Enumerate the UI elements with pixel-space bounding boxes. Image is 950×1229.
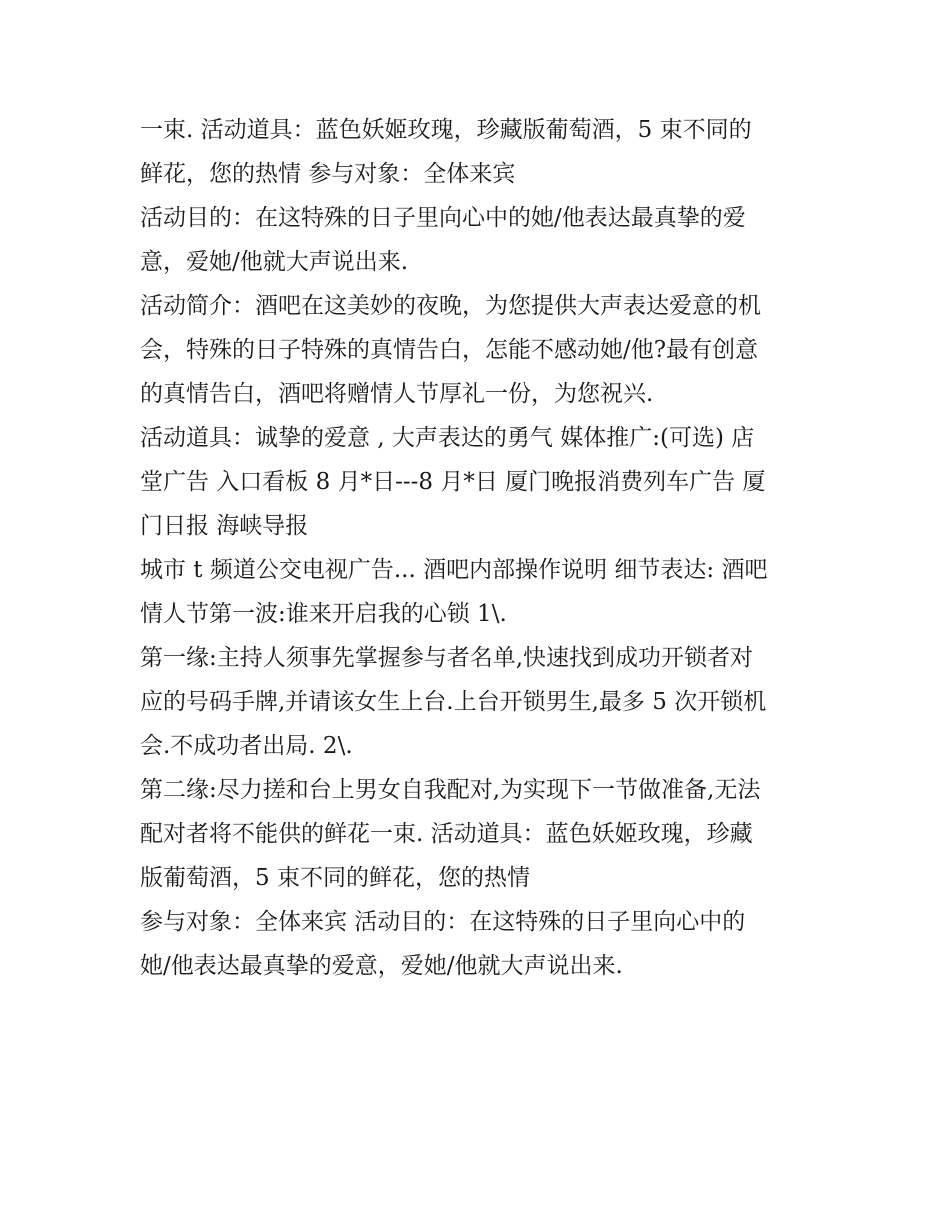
text-line: 一束. 活动道具：蓝色妖姬玫瑰，珍藏版葡萄酒，5 束不同的: [140, 117, 752, 143]
text-line: 应的号码手牌,并请该女生上台.上台开锁男生,最多 5 次开锁机: [140, 689, 767, 715]
text-line: 堂广告 入口看板 8 月*日---8 月*日 厦门晚报消费列车广告 厦: [140, 469, 766, 495]
text-line: 第二缘:尽力搓和台上男女自我配对,为实现下一节做准备,无法: [140, 777, 761, 803]
text-line: 会，特殊的日子特殊的真情告白，怎能不感动她/他?最有创意: [140, 337, 759, 363]
text-line: 第一缘:主持人须事先掌握参与者名单,快速找到成功开锁者对: [140, 645, 754, 671]
text-line: 配对者将不能供的鲜花一束. 活动道具：蓝色妖姬玫瑰，珍藏: [140, 821, 753, 847]
text-line: 城市 t 频道公交电视广告... 酒吧内部操作说明 细节表达: 酒吧: [140, 557, 768, 583]
text-line: 活动简介：酒吧在这美妙的夜晚，为您提供大声表达爱意的机: [140, 293, 761, 319]
text-line: 意，爱她/他就大声说出来.: [140, 249, 409, 275]
text-line: 活动目的：在这特殊的日子里向心中的她/他表达最真挚的爱: [140, 205, 746, 231]
text-line: 活动道具：诚挚的爱意 , 大声表达的勇气 媒体推广:(可选) 店: [140, 425, 755, 451]
text-line: 她/他表达最真挚的爱意，爱她/他就大声说出来.: [140, 953, 623, 979]
text-line: 参与对象：全体来宾 活动目的：在这特殊的日子里向心中的: [140, 909, 746, 935]
text-line: 门日报 海峡导报: [140, 513, 309, 539]
document-body: [140, 108, 820, 988]
text-line: 情人节第一波:谁来开启我的心锁 1\.: [140, 601, 507, 627]
text-line: 的真情告白，酒吧将赠情人节厚礼一份，为您祝兴.: [140, 381, 654, 407]
text-line: 鲜花，您的热情 参与对象：全体来宾: [140, 161, 516, 187]
text-line: 会.不成功者出局. 2\.: [140, 733, 353, 759]
text-line: 版葡萄酒，5 束不同的鲜花，您的热情: [140, 865, 530, 891]
